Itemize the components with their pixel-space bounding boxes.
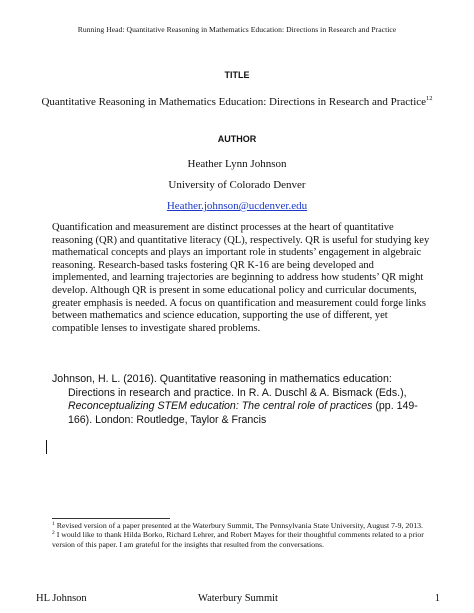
paper-title-text: Quantitative Reasoning in Mathematics Education: Directions in Research and Practice: [41, 96, 427, 108]
footnote-2: [52, 530, 424, 549]
footnote-2-mark: 2: [52, 530, 55, 537]
citation-paragraph: [52, 373, 432, 427]
footnote-separator: [52, 518, 170, 519]
title-section-label: TITLE: [224, 70, 250, 80]
page-number: 1: [434, 593, 440, 604]
author-affiliation: University of Colorado Denver: [168, 179, 306, 191]
footer-author: HL Johnson: [36, 593, 87, 604]
footnotes: [52, 521, 424, 549]
footnote-1-text: Revised version of a paper presented at the Waterbury Summit, The Pennsylvania State University, August 7-9, 2013.: [54, 521, 423, 530]
author-email-link[interactable]: Heather.johnson@ucdenver.edu: [166, 200, 308, 212]
footnote-1: [52, 521, 424, 530]
paper-title: [0, 96, 474, 108]
footnote-2-text: I would like to thank Hilda Borko, Richard Lehrer, and Robert Mayes for their thoughtful comments related to a prior version of this paper. I am grateful for the insights that resulted from the conversations.: [52, 530, 424, 549]
citation-book-title: Reconceptualizing STEM education: The central role of practices: [68, 400, 373, 413]
author-name: Heather Lynn Johnson: [187, 158, 287, 170]
title-footnote-marks[interactable]: 12: [426, 95, 433, 102]
running-head: Running Head: Quantitative Reasoning in Mathematics Education: Directions in Research and Practice: [77, 25, 397, 34]
citation-tail: (pp. 149-166). London: Routledge, Taylor & Francis: [68, 400, 418, 426]
footnote-1-mark: 1: [52, 521, 55, 527]
text-cursor: [46, 440, 47, 454]
citation-lead: Johnson, H. L. (2016). Quantitative reasoning in mathematics education: Directions in research and practice. In R. A. Duschl & A. Bismack (Eds.),: [52, 373, 407, 399]
abstract-paragraph: Quantification and measurement are distinct processes at the heart of quantitative reasoning (QR) and quantitative literacy (QL), respectively. QR is useful for studying key mathematical concepts and plays an important role in students’ engagement in algebraic reasoning. Research-based tasks fostering QR K-16 are being developed and implemented, and learning trajectories are beginning to address how students’ QR might develop. Although QR is present in some educational policy and curricular documents, greater emphasis is needed. A focus on quantification and measurement could forge links between mathematics and science education, supporting the use of different, yet compatible lenses to investigate shared problems.: [52, 222, 430, 334]
footer-venue: Waterbury Summit: [198, 593, 278, 604]
author-section-label: AUTHOR: [217, 134, 257, 144]
